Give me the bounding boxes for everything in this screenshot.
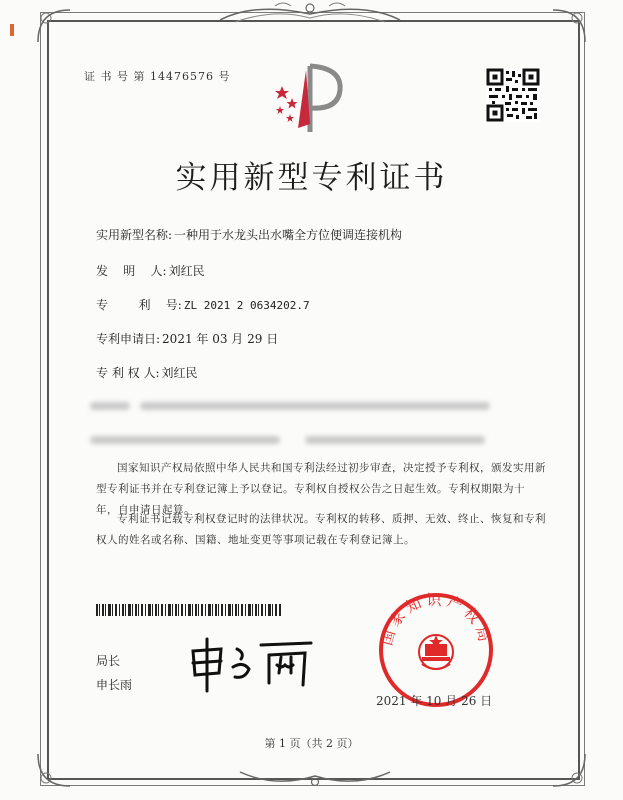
certificate-number-label: 证 书 号 第 <box>84 70 146 83</box>
field-label: 专利申请日: <box>96 332 161 346</box>
signer-name: 申长雨 <box>96 678 133 692</box>
field-label: 发 明 人: <box>96 264 167 278</box>
certificate-number-value: 14476576 <box>150 70 214 83</box>
corner-ornament-icon <box>549 750 589 790</box>
signer-title: 局长 <box>96 654 121 668</box>
grant-statement: 国家知识产权局依照中华人民共和国专利法经过初步审查，决定授予专利权，颁发实用新型专利证书并在专利登记簿上予以登记。专利权自授权公告之日起生效。专利权期限为十年，自申请日起算。 <box>96 462 546 516</box>
field-inventor <box>96 262 205 279</box>
corner-ornament-icon <box>34 750 74 790</box>
field-label: 专 利 号: <box>96 298 182 312</box>
field-value: 一种用于水龙头出水嘴全方位便调连接机构 <box>174 228 403 242</box>
certificate-number-suffix: 号 <box>218 70 231 83</box>
bottom-ornament-icon <box>235 768 395 790</box>
field-label: 实用新型名称: <box>96 228 173 242</box>
page-indicator: 第 1 页（共 2 页） <box>264 737 359 750</box>
legal-status-note: 专利证书记载专利权登记时的法律状况。专利权的转移、质押、无效、终止、恢复和专利权人的姓名或名称、国籍、地址变更等事项记载在专利登记簿上。 <box>96 513 546 546</box>
field-value: ZL 2021 2 0634202.7 <box>183 299 310 312</box>
redacted-text <box>305 436 485 444</box>
redacted-text <box>90 402 130 410</box>
field-patentee <box>96 364 198 381</box>
barcode-icon <box>96 604 281 616</box>
field-utility-model-name <box>96 226 402 243</box>
signature-icon <box>185 633 325 693</box>
cnipa-logo-icon <box>270 58 350 138</box>
svg-text:国家知识产权局: 国家知识产权局 <box>377 590 495 648</box>
field-label: 专 利 权 人: <box>96 366 160 380</box>
field-patent-number <box>96 296 310 313</box>
field-value: 2021 年 03 月 29 日 <box>162 332 279 346</box>
redacted-text <box>90 436 280 444</box>
qr-code-icon <box>486 68 540 122</box>
certificate-number <box>84 68 231 84</box>
certificate-title: 实用新型专利证书 <box>175 160 448 196</box>
corner-ornament-icon <box>34 6 74 46</box>
edge-mark <box>10 24 15 38</box>
field-value: 刘红民 <box>168 264 205 278</box>
corner-ornament-icon <box>549 6 589 46</box>
field-filing-date <box>96 330 278 347</box>
field-value: 刘红民 <box>161 366 198 380</box>
top-ornament-icon <box>215 0 405 26</box>
redacted-text <box>140 402 490 410</box>
seal-date: 2021 年 10 月 26 日 <box>376 694 493 708</box>
